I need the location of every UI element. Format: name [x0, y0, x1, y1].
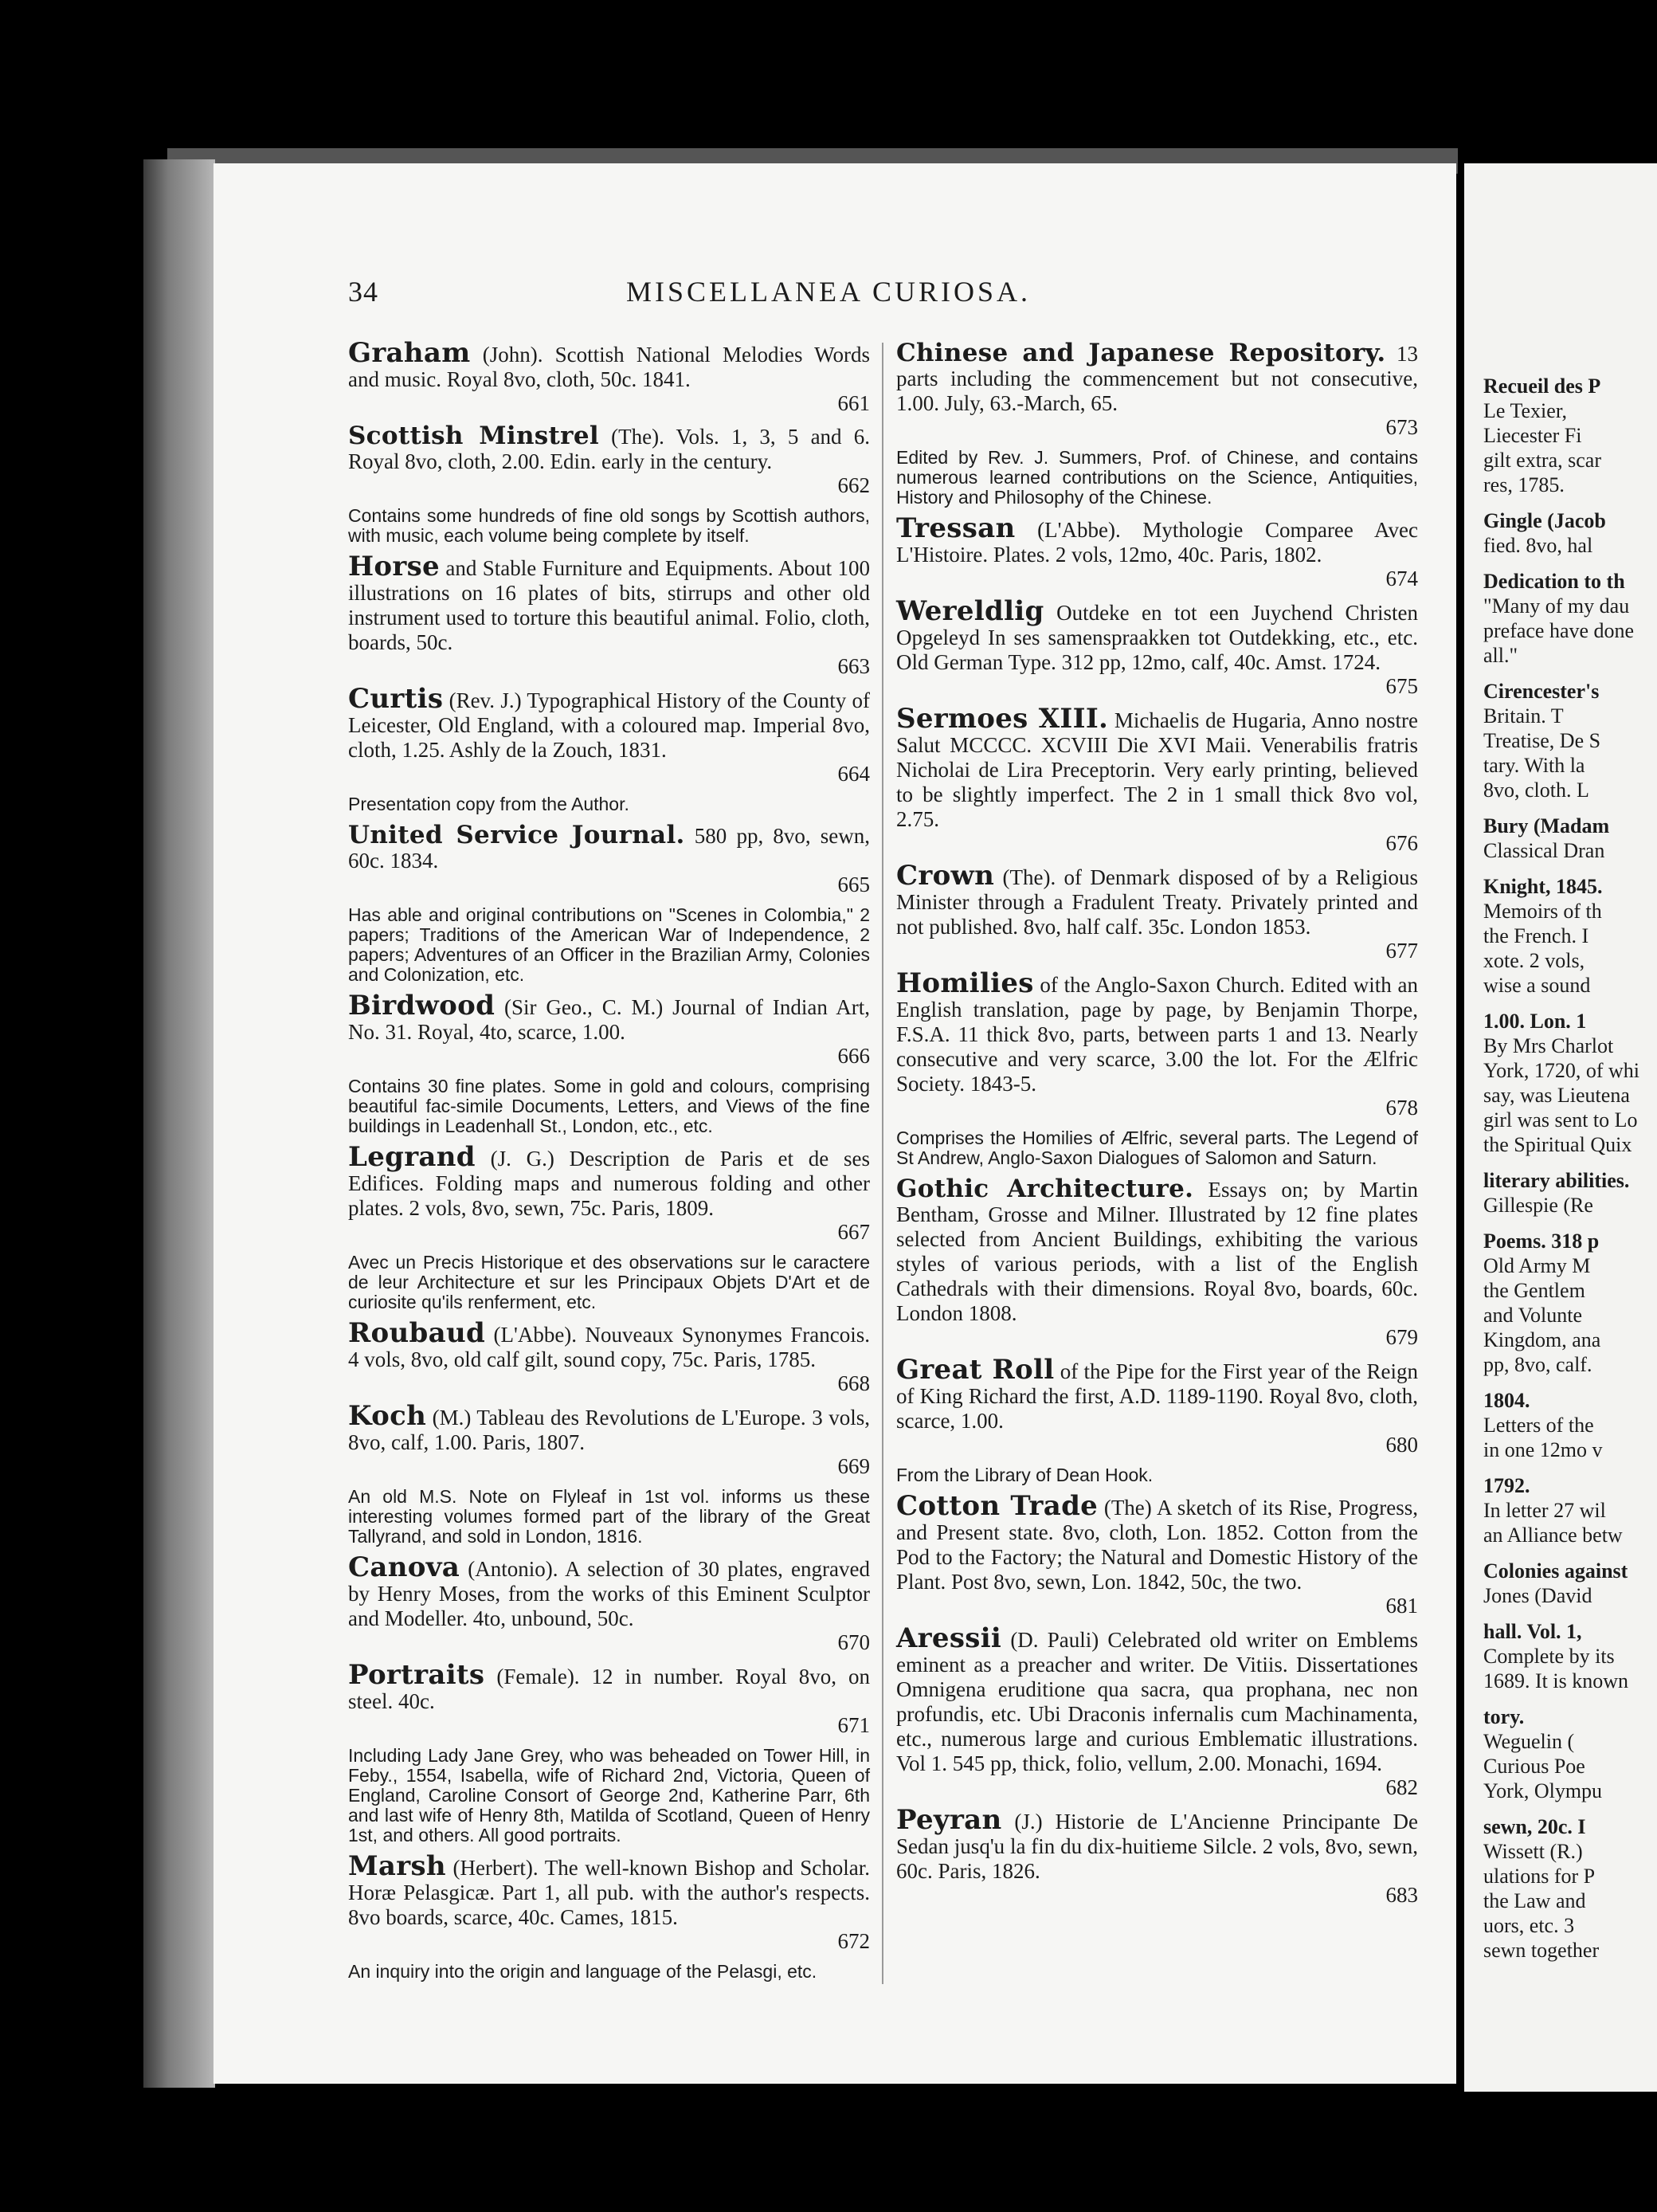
catalogue-entry: [896, 595, 1418, 698]
facing-page-line: sewn, 20c. I: [1483, 1815, 1586, 1838]
catalogue-entry: [896, 1622, 1418, 1799]
lot-number: 675: [1385, 674, 1418, 698]
facing-page-line: Wissett (R.): [1483, 1840, 1583, 1863]
entry-description: (J.) Historie de L'Ancienne Principante De Sedan jusq'u la fin du dix-huitieme Silcle. 2 vols, 8vo, sewn, 60c. Paris, 1826.: [896, 1810, 1418, 1883]
entry-heading: Marsh: [348, 1850, 446, 1882]
catalogue-entry: [348, 1850, 870, 1953]
lot-number: 668: [837, 1371, 870, 1395]
facing-page-line: Jones (David: [1483, 1584, 1592, 1607]
entry-description: (L'Abbe). Mythologie Comparee Avec L'Histoire. Plates. 2 vols, 12mo, 40c. Paris, 1802.: [896, 518, 1418, 567]
facing-page-line: Memoirs of th: [1483, 900, 1602, 923]
facing-page-line: gilt extra, scar: [1483, 449, 1601, 472]
facing-page-line: uors, etc. 3: [1483, 1914, 1575, 1937]
column-divider: [882, 343, 883, 1984]
entry-heading: Wereldlig: [896, 595, 1044, 627]
facing-page-line: Bury (Madam: [1483, 814, 1610, 837]
facing-page-line: 1.00. Lon. 1: [1483, 1010, 1587, 1033]
facing-page-line: in one 12mo v: [1483, 1438, 1603, 1461]
entry-heading: Roubaud: [348, 1317, 486, 1349]
lot-number: 662: [837, 473, 870, 497]
running-head: [0, 275, 1657, 308]
catalogue-entry: [896, 703, 1419, 855]
facing-page-line: fied. 8vo, hal: [1483, 534, 1593, 557]
facing-page-line: 1689. It is known: [1483, 1669, 1628, 1692]
entry-description: (Sir Geo., C. M.) Journal of Indian Art, No. 31. Royal, 4to, scarce, 1.00.: [348, 995, 870, 1044]
facing-page-line: Kingdom, ana: [1483, 1328, 1601, 1351]
facing-page-line: Knight, 1845.: [1483, 875, 1603, 898]
page-number: 34: [348, 276, 378, 308]
facing-page-line: sewn together: [1483, 1939, 1600, 1962]
facing-page-line: and Volunte: [1483, 1304, 1582, 1327]
entry-heading: Sermoes XIII.: [896, 703, 1109, 735]
facing-page-line: preface have done: [1483, 619, 1635, 642]
catalogue-entry: [896, 1354, 1418, 1457]
facing-page-line: tary. With la: [1483, 754, 1585, 777]
entry-description: (Female). 12 in number. Royal 8vo, on steel. 40c.: [348, 1665, 870, 1713]
lot-number: 667: [837, 1220, 870, 1244]
entry-description: Michaelis de Hugaria, Anno nostre Salut MCCCC. XCVIII Die XVI Maii. Venerabilis fratris Nicholai de Lira Preceptorin. Very early printing, believed to be slightly imperfect. The 2 in 1 small thick 8vo vol, 2.75.: [896, 708, 1419, 831]
facing-page-line: Cirencester's: [1483, 680, 1600, 703]
facing-page-line: Gillespie (Re: [1483, 1194, 1593, 1217]
facing-page-line: all.": [1483, 644, 1518, 667]
facing-page-line: Gingle (Jacob: [1483, 509, 1606, 532]
lot-number: 682: [1385, 1775, 1418, 1799]
catalogue-entry: [348, 990, 870, 1068]
entry-description: (The) A sketch of its Rise, Progress, and Present state. 8vo, cloth, Lon. 1852. Cotton from the Pod to the Factory; the Natural and Domestic History of the Plant. Post 8vo, sewn, Lon. 1842, 50c, the two.: [896, 1496, 1418, 1594]
catalogue-entry: [348, 683, 870, 786]
facing-page-line: ulations for P: [1483, 1865, 1596, 1888]
book-page-edges: [143, 159, 215, 2088]
facing-page-line: 1792.: [1483, 1474, 1530, 1497]
facing-page-line: Le Texier,: [1483, 399, 1567, 422]
catalogue-entry: [896, 1177, 1418, 1349]
catalogue-entry: [348, 1551, 870, 1654]
catalogue-entry: [896, 1804, 1418, 1907]
entry-description: 580 pp, 8vo, sewn, 60c. 1834.: [348, 824, 871, 873]
facing-page-line: wise a sound: [1483, 974, 1591, 997]
entry-description: (M.) Tableau des Revolutions de L'Europe. 3 vols, 8vo, calf, 1.00. Paris, 1807.: [348, 1406, 870, 1454]
entry-description: Essays on; by Martin Bentham, Grosse and Milner. Illustrated by 12 fine plates selected from Ancient Buildings, exhibiting the various styles of various periods, with a list of the English Cathedrals with their dimensions. Royal 8vo, boards, 60c. London 1808.: [896, 1178, 1418, 1325]
left-column: [348, 337, 871, 1990]
entry-description: (The). of Denmark disposed of by a Religious Minister through a Fradulent Treaty. Privately printed and not published. 8vo, half calf. 35c. London 1853.: [896, 865, 1418, 939]
entry-description: (Rev. J.) Typographical History of the County of Leicester, Old England, with a coloured map. Imperial 8vo, cloth, 1.25. Ashly de la Zouch, 1831.: [348, 688, 870, 762]
entry-description: (D. Pauli) Celebrated old writer on Emblems eminent as a preacher and writer. De Vitiis. Dissertationes Omnigena eruditione qua sacra, qua prophana, nec non profundis, etc. Ubi Draconis infernalis cum Machinamenta, etc., numerous large and curious Emblematic illustrations. Vol 1. 545 pp, thick, folio, vellum, 2.00. Monachi, 1694.: [896, 1628, 1418, 1775]
lot-number: 683: [1385, 1883, 1418, 1907]
entry-note: Has able and original contributions on "Scenes in Colombia," 2 papers; Traditions of the American War of Independence, 2 papers; Adventures of an Officer in the Brazilian Army, Colonies and Colonization, etc.: [348, 904, 870, 985]
lot-number: 672: [837, 1929, 870, 1953]
entry-heading: Canova: [348, 1551, 460, 1583]
entry-heading: Birdwood: [348, 990, 496, 1022]
facing-page-line: Colonies against: [1483, 1559, 1628, 1583]
catalogue-entry: [348, 551, 870, 678]
entry-heading: Peyran: [896, 1804, 1002, 1836]
entry-heading: Scottish Minstrel: [348, 422, 599, 450]
entry-heading: Homilies: [896, 967, 1034, 999]
running-head-text: MISCELLANEA CURIOSA.: [625, 276, 1032, 308]
entry-note: Presentation copy from the Author.: [348, 794, 629, 814]
catalogue-entry: [348, 1659, 870, 1737]
entry-heading: Legrand: [348, 1141, 476, 1173]
facing-page-line: Treatise, De S: [1483, 729, 1601, 752]
catalogue-entry: [348, 1141, 870, 1244]
entry-heading: Portraits: [348, 1659, 485, 1691]
facing-page-line: literary abilities.: [1483, 1169, 1630, 1192]
facing-page-line: Old Army M: [1483, 1254, 1591, 1277]
catalogue-entry: [348, 1400, 870, 1478]
catalogue-entry: [348, 337, 870, 415]
catalogue-entry: [896, 1490, 1418, 1618]
entry-heading: Gothic Architecture.: [896, 1175, 1194, 1203]
facing-page-line: girl was sent to Lo: [1483, 1108, 1638, 1131]
entry-heading: Aressii: [896, 1622, 1002, 1654]
facing-page-line: 1804.: [1483, 1389, 1530, 1412]
entry-note: Including Lady Jane Grey, who was beheaded on Tower Hill, in Feby., 1554, Isabella, wife of Richard 2nd, Victoria, Queen of England, Caroline Consort of George 2nd, Katherine Parr, 6th and last wife of Henry 8th, Matilda of Scotland, Queen of Henry 1st, and others. All good portraits.: [348, 1745, 870, 1845]
entry-heading: Tressan: [896, 512, 1016, 544]
facing-page-line: say, was Lieutena: [1483, 1084, 1630, 1107]
facing-page-line: Letters of the: [1483, 1414, 1594, 1437]
catalogue-entry: [348, 424, 870, 497]
lot-number: 664: [837, 762, 870, 786]
facing-page-line: an Alliance betw: [1483, 1524, 1623, 1547]
facing-page-line: By Mrs Charlot: [1483, 1034, 1614, 1057]
entry-note: An old M.S. Note on Flyleaf in 1st vol. informs us these interesting volumes formed part of the library of the Great Tallyrand, and sold in London, 1816.: [348, 1486, 870, 1547]
entry-note: Avec un Precis Historique et des observations sur le caractere de leur Architecture et sur les Principaux Objets D'Art et de curiosite qu'ils renferment, etc.: [348, 1252, 870, 1312]
entry-heading: Koch: [348, 1400, 427, 1432]
entry-note: Comprises the Homilies of Ælfric, several parts. The Legend of St Andrew, Anglo-Saxon Dialogues of Salomon and Saturn.: [896, 1128, 1418, 1168]
facing-page-line: Classical Dran: [1483, 839, 1605, 862]
facing-page-line: 8vo, cloth. L: [1483, 779, 1589, 802]
facing-page-line: res, 1785.: [1483, 473, 1565, 496]
catalogue-entry: [896, 860, 1418, 963]
lot-number: 673: [1385, 415, 1418, 439]
entry-note: From the Library of Dean Hook.: [896, 1465, 1154, 1485]
facing-page-line: hall. Vol. 1,: [1483, 1620, 1582, 1643]
entry-note: Contains some hundreds of fine old songs by Scottish authors, with music, each volume being complete by itself.: [348, 505, 870, 546]
facing-page-column: [1483, 363, 1657, 1963]
lot-number: 676: [1385, 831, 1418, 855]
entry-description: of the Anglo-Saxon Church. Edited with an English translation, page by page, by Benjamin Thorpe, F.S.A. 11 thick 8vo, parts, between parts 1 and 13. Nearly consecutive and very scarce, 3.00 the lot. For the Ælfric Society. 1843-5.: [896, 973, 1418, 1096]
facing-page-line: the Gentlem: [1483, 1279, 1585, 1302]
lot-number: 678: [1385, 1096, 1418, 1120]
catalogue-entry: [896, 341, 1418, 439]
entry-description: of the Pipe for the First year of the Reign of King Richard the first, A.D. 1189-1190. Royal 8vo, cloth, scarce, 1.00.: [896, 1359, 1418, 1433]
entry-heading: Cotton Trade: [896, 1490, 1099, 1522]
entry-note: Contains 30 fine plates. Some in gold and colours, comprising beautiful fac-simile Documents, Letters, and Views of the fine buildings in Leadenhall St., London, etc., etc.: [348, 1076, 870, 1136]
entry-description: 13 parts including the commencement but not consecutive, 1.00. July, 63.-March, 65.: [896, 342, 1418, 415]
lot-number: 666: [837, 1044, 870, 1068]
entry-description: (The). Vols. 1, 3, 5 and 6. Royal 8vo, cloth, 2.00. Edin. early in the century.: [348, 425, 870, 473]
entry-heading: Curtis: [348, 683, 444, 715]
entry-heading: Chinese and Japanese Repository.: [896, 339, 1386, 367]
entry-heading: Graham: [348, 337, 471, 369]
entry-description: (Antonio). A selection of 30 plates, engraved by Henry Moses, from the works of this Eminent Sculptor and Modeller. 4to, unbound, 50c.: [348, 1557, 870, 1630]
entry-description: (Herbert). The well-known Bishop and Scholar. Horæ Pelasgicæ. Part 1, all pub. with the author's respects. 8vo boards, scarce, 40c. Cames, 1815.: [348, 1856, 870, 1929]
facing-page-line: Recueil des P: [1483, 375, 1601, 398]
lot-number: 669: [837, 1454, 870, 1478]
lot-number: 661: [837, 391, 870, 415]
entry-description: (L'Abbe). Nouveaux Synonymes Francois. 4 vols, 8vo, old calf gilt, sound copy, 75c. Paris, 1785.: [348, 1323, 870, 1371]
facing-page-line: Britain. T: [1483, 704, 1564, 728]
facing-page-line: the Law and: [1483, 1889, 1586, 1912]
facing-page-line: In letter 27 wil: [1483, 1499, 1606, 1522]
lot-number: 665: [837, 873, 870, 896]
lot-number: 674: [1385, 567, 1418, 590]
lot-number: 671: [837, 1713, 870, 1737]
catalogue-entry: [348, 823, 870, 896]
entry-description: (John). Scottish National Melodies Words and music. Royal 8vo, cloth, 50c. 1841.: [348, 343, 870, 391]
lot-number: 670: [837, 1630, 870, 1654]
lot-number: 681: [1385, 1594, 1418, 1618]
facing-page-line: Complete by its: [1483, 1645, 1615, 1668]
entry-description: and Stable Furniture and Equipments. About 100 illustrations on 16 plates of bits, stirrups and other old instrument used to torture this beautiful animal. Folio, cloth, boards, 50c.: [348, 556, 870, 654]
facing-page-line: Weguelin (: [1483, 1730, 1575, 1753]
entry-description: (J. G.) Description de Paris et de ses Edifices. Folding maps and numerous folding and other plates. 2 vols, 8vo, sewn, 75c. Paris, 1809.: [348, 1147, 870, 1220]
facing-page-line: Liecester Fi: [1483, 424, 1582, 447]
entry-heading: Great Roll: [896, 1354, 1055, 1386]
entry-description: Outdeke en tot een Juychend Christen Opgeleyd In ses samenspraakken tot Outdekking, etc., etc. Old German Type. 312 pp, 12mo, calf, 40c. Amst. 1724.: [896, 601, 1418, 674]
facing-page-line: xote. 2 vols,: [1483, 949, 1585, 972]
entry-heading: Horse: [348, 551, 440, 582]
entry-heading: United Service Journal.: [348, 821, 685, 849]
catalogue-entry: [896, 512, 1418, 590]
facing-page-line: Curious Poe: [1483, 1755, 1585, 1778]
facing-page-line: York, 1720, of whi: [1483, 1059, 1639, 1082]
lot-number: 680: [1385, 1433, 1418, 1457]
facing-page-line: York, Olympu: [1483, 1779, 1603, 1802]
entry-heading: Crown: [896, 860, 995, 892]
facing-page-line: the Spiritual Quix: [1483, 1133, 1632, 1156]
catalogue-entry: [348, 1317, 870, 1395]
catalogue-entry: [896, 967, 1418, 1120]
lot-number: 677: [1385, 939, 1418, 963]
facing-page-line: pp, 8vo, calf.: [1483, 1353, 1592, 1376]
facing-page-line: tory.: [1483, 1705, 1525, 1728]
facing-page-line: Poems. 318 p: [1483, 1230, 1600, 1253]
lot-number: 663: [837, 654, 870, 678]
lot-number: 679: [1385, 1325, 1418, 1349]
facing-page-line: "Many of my dau: [1483, 594, 1630, 618]
facing-page-line: Dedication to th: [1483, 570, 1625, 593]
right-column: [896, 341, 1418, 1916]
entry-note: An inquiry into the origin and language of the Pelasgi, etc.: [348, 1961, 817, 1982]
facing-page-line: the French. I: [1483, 924, 1589, 947]
entry-note: Edited by Rev. J. Summers, Prof. of Chinese, and contains numerous learned contributions on the Science, Antiquities, History and Philosophy of the Chinese.: [896, 447, 1418, 508]
